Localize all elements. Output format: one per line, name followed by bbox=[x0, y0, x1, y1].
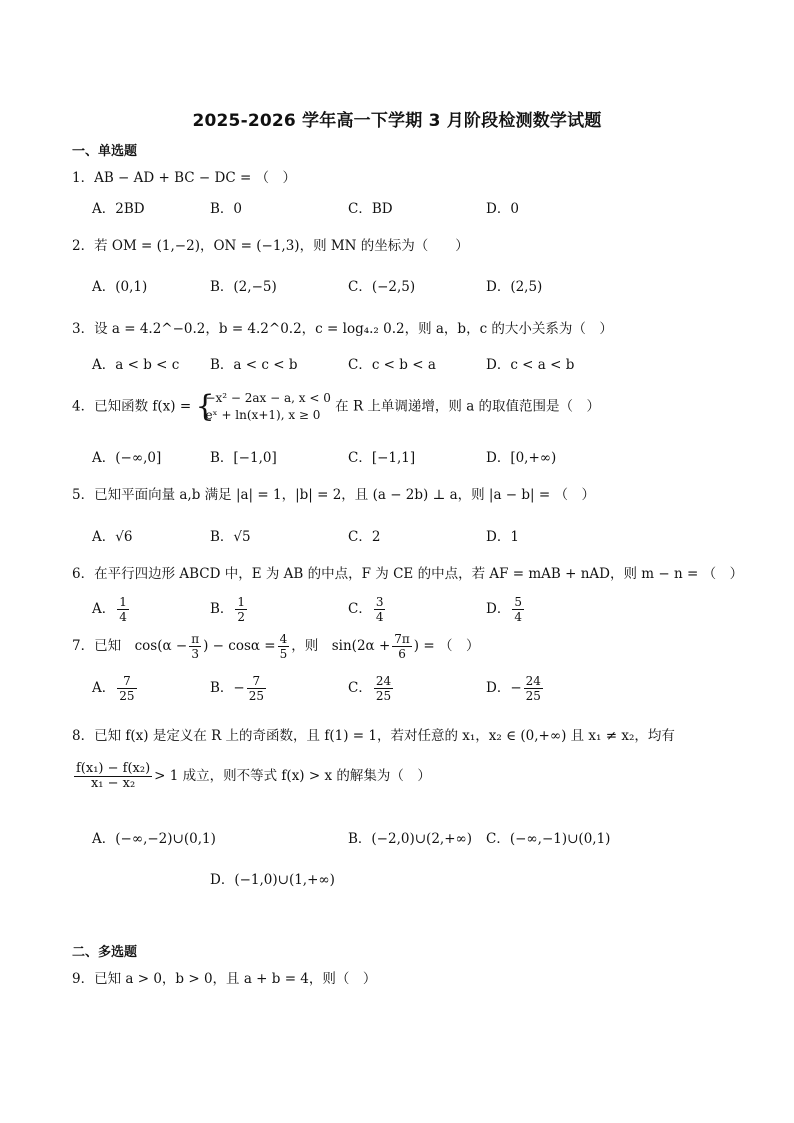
question-3: 3．设 a = 4.2^−0.2，b = 4.2^0.2，c = log₄.₂ 0.2，则 a，b，c 的大小关系为（ ） bbox=[72, 321, 613, 337]
q6-c-num: 3 bbox=[375, 595, 384, 609]
q6-b-num: 1 bbox=[237, 595, 246, 609]
q7-f3-num: 7π bbox=[394, 632, 410, 646]
q6-a-fraction bbox=[117, 595, 129, 624]
question-5: 5．已知平面向量 a,b 满足 |a| = 1，|b| = 2，且 (a − 2b) ⊥ a，则 |a − b| = （ ） bbox=[72, 487, 595, 503]
q4-option-a: A．(−∞,0] bbox=[92, 450, 162, 466]
q7-b-den: 25 bbox=[248, 689, 265, 703]
q8-condition bbox=[72, 762, 431, 791]
q7-c-fraction bbox=[374, 674, 393, 703]
q2-option-a: A．(0,1) bbox=[92, 279, 148, 295]
q7-suffix: ) = （ ） bbox=[413, 638, 480, 654]
q7-f3-den: 6 bbox=[398, 647, 406, 661]
q8-frac-den: x₁ − x₂ bbox=[90, 776, 136, 791]
q6-a-num: 1 bbox=[119, 595, 127, 609]
q3-option-d: D．c < a < b bbox=[486, 357, 575, 373]
q4-suffix: 在 R 上单调递增，则 a 的取值范围是（ ） bbox=[335, 398, 601, 415]
section-multi-choice: 二、多选题 bbox=[72, 945, 138, 960]
q6-option-d bbox=[486, 595, 526, 624]
q3-option-a: A．a < b < c bbox=[92, 357, 180, 373]
q7-prefix: 7．已知 cos(α − bbox=[72, 638, 188, 654]
q4-option-c: C．[−1,1] bbox=[348, 450, 416, 466]
q5-option-a: A．√6 bbox=[92, 529, 133, 545]
question-8: 8．已知 f(x) 是定义在 R 上的奇函数，且 f(1) = 1，若对任意的 x₁，x₂ ∈ (0,+∞) 且 x₁ ≠ x₂，均有 bbox=[72, 728, 675, 744]
q7-d-num: 24 bbox=[525, 674, 541, 688]
q8-continuation: > 1 成立，则不等式 f(x) > x 的解集为（ ） bbox=[154, 768, 431, 784]
q6-a-label: A． bbox=[92, 601, 116, 617]
q6-option-b bbox=[210, 595, 249, 624]
q7-option-c bbox=[348, 674, 395, 703]
q6-c-label: C． bbox=[348, 601, 372, 617]
q6-option-c bbox=[348, 595, 387, 624]
q7-option-a bbox=[92, 674, 139, 703]
q8-option-a: A．(−∞,−2)∪(0,1) bbox=[92, 831, 216, 847]
q6-c-den: 4 bbox=[375, 610, 384, 624]
q7-mid2: ，则 sin(2α + bbox=[291, 638, 391, 654]
q7-fraction-3 bbox=[392, 632, 412, 661]
q8-fraction bbox=[74, 762, 152, 791]
q7-d-fraction bbox=[524, 674, 543, 703]
brace-icon: { bbox=[195, 389, 215, 424]
question-9: 9．已知 a > 0，b > 0，且 a + b = 4，则（ ） bbox=[72, 971, 377, 987]
q7-fraction-2 bbox=[278, 632, 290, 661]
q7-option-d bbox=[486, 674, 545, 703]
q6-d-num: 5 bbox=[514, 595, 522, 609]
q7-b-fraction bbox=[247, 674, 266, 703]
exam-title: 2025-2026 学年高一下学期 3 月阶段检测数学试题 bbox=[192, 111, 602, 131]
q7-d-den: 25 bbox=[525, 689, 541, 703]
question-6: 6．在平行四边形 ABCD 中，E 为 AB 的中点，F 为 CE 的中点，若 AF = mAB + nAD，则 m − n = （ ） bbox=[72, 566, 744, 582]
q5-option-d: D．1 bbox=[486, 529, 519, 545]
q7-a-label: A． bbox=[92, 680, 116, 696]
q5-option-c: C．2 bbox=[348, 529, 381, 545]
q7-f2-num: 4 bbox=[279, 632, 288, 646]
q6-d-den: 4 bbox=[514, 610, 522, 624]
question-7 bbox=[72, 632, 479, 661]
q7-mid: ) − cosα = bbox=[203, 638, 276, 654]
q7-a-fraction bbox=[117, 674, 136, 703]
q6-b-fraction bbox=[235, 595, 247, 624]
q3-option-b: B．a < c < b bbox=[210, 357, 298, 373]
q7-f2-den: 5 bbox=[279, 647, 288, 661]
q5-option-b: B．√5 bbox=[210, 529, 251, 545]
question-2: 2．若 OM = (1,−2)，ON = (−1,3)，则 MN 的坐标为（ ） bbox=[72, 238, 469, 254]
q6-d-fraction bbox=[512, 595, 524, 624]
q8-option-d: D．(−1,0)∪(1,+∞) bbox=[210, 872, 335, 888]
question-4 bbox=[72, 390, 600, 424]
q7-option-b bbox=[210, 674, 268, 703]
q7-b-num: 7 bbox=[247, 674, 266, 689]
q4-row-1: −x² − 2ax − a, x < 0 bbox=[205, 391, 331, 405]
q1-option-d: D．0 bbox=[486, 201, 519, 217]
q2-option-d: D．(2,5) bbox=[486, 279, 543, 295]
q1-option-b: B．0 bbox=[210, 201, 243, 217]
q7-f1-num: π bbox=[191, 632, 200, 646]
q4-piecewise bbox=[195, 390, 330, 424]
q4-row-2: eˣ + ln(x+1), x ≥ 0 bbox=[205, 408, 321, 422]
q6-option-a bbox=[92, 595, 131, 624]
q8-frac-num: f(x₁) − f(x₂) bbox=[76, 761, 151, 776]
q6-b-label: B． bbox=[210, 601, 234, 617]
q4-option-d: D．[0,+∞) bbox=[486, 450, 557, 466]
q6-d-label: D． bbox=[486, 601, 511, 617]
q7-a-den: 25 bbox=[119, 689, 135, 703]
q8-option-c: C．(−∞,−1)∪(0,1) bbox=[486, 831, 611, 847]
q7-c-label: C． bbox=[348, 680, 372, 696]
q4-prefix: 4．已知函数 f(x) = bbox=[72, 398, 192, 415]
q4-option-b: B．[−1,0] bbox=[210, 450, 277, 466]
q7-d-label: D．− bbox=[486, 680, 522, 696]
q7-a-num: 7 bbox=[117, 674, 136, 689]
section-single-choice: 一、单选题 bbox=[72, 144, 138, 159]
q1-option-a: A．2BD bbox=[92, 201, 145, 217]
q7-fraction-1 bbox=[189, 632, 201, 661]
q2-option-c: C．(−2,5) bbox=[348, 279, 416, 295]
q6-b-den: 2 bbox=[237, 610, 246, 624]
q7-f1-den: 3 bbox=[191, 647, 199, 661]
q2-option-b: B．(2,−5) bbox=[210, 279, 277, 295]
q6-a-den: 4 bbox=[119, 610, 127, 624]
q7-b-label: B．− bbox=[210, 680, 245, 696]
q6-c-fraction bbox=[374, 595, 386, 624]
q7-c-num: 24 bbox=[375, 674, 392, 688]
question-1: 1．AB − AD + BC − DC = （ ） bbox=[72, 170, 297, 186]
q7-c-den: 25 bbox=[375, 689, 392, 703]
q8-option-b: B．(−2,0)∪(2,+∞) bbox=[348, 831, 473, 847]
q3-option-c: C．c < b < a bbox=[348, 357, 436, 373]
q1-option-c: C．BD bbox=[348, 201, 393, 217]
